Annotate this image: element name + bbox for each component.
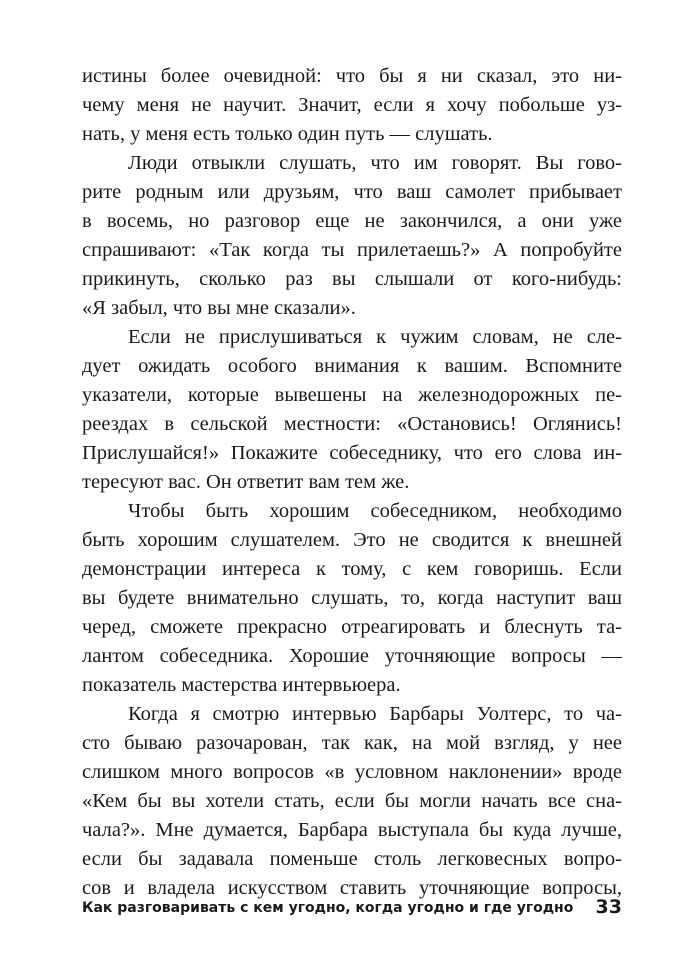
text-line: черед, сможете прекрасно отреагировать и блеснуть та- xyxy=(82,616,622,638)
page-footer xyxy=(82,896,622,926)
text-line: быть хорошим слушателем. Это не сводится к внешней xyxy=(82,529,622,551)
text-line: тересуют вас. Он ответит вам тем же. xyxy=(82,471,410,493)
text-line: реездах в сельской местности: «Остановись! Оглянись! xyxy=(82,413,622,435)
text-line: чему меня не научит. Значит, если я хочу побольше уз- xyxy=(82,94,622,116)
text-line: слишком много вопросов «в условном наклонении» вроде xyxy=(82,761,622,783)
running-footer-title: Как разговаривать с кем угодно, когда угодно и где угодно xyxy=(82,900,574,916)
text-line: «Кем бы вы хотели стать, если бы могли начать все сна- xyxy=(82,790,622,812)
paragraph-start-line: Когда я смотрю интервью Барбары Уолтерс, то ча- xyxy=(128,703,622,725)
text-line: вы будете внимательно слушать, то, когда наступит ваш xyxy=(82,587,622,609)
text-line: сов и владела искусством ставить уточняющие вопросы, xyxy=(82,877,622,899)
text-line: истины более очевидной: что бы я ни сказал, это ни- xyxy=(82,65,622,87)
text-line: лантом собеседника. Хорошие уточняющие вопросы — xyxy=(82,645,622,667)
text-line: если бы задавала поменьше столь легковесных вопро- xyxy=(82,848,622,870)
text-line: Прислушайся!» Покажите собеседнику, что его слова ин- xyxy=(82,442,622,464)
text-line: в восемь, но разговор еще не закончился, а они уже xyxy=(82,210,622,232)
text-line: прикинуть, сколько раз вы слышали от кого-нибудь: xyxy=(82,268,622,290)
text-line: дует ожидать особого внимания к вашим. Вспомните xyxy=(82,355,622,377)
text-line: нать, у меня есть только один путь — слушать. xyxy=(82,123,493,145)
paragraph-start-line: Если не прислушиваться к чужим словам, не сле- xyxy=(128,326,622,348)
paragraph-start-line: Чтобы быть хорошим собеседником, необходимо xyxy=(128,500,622,522)
text-line: рите родным или друзьям, что ваш самолет прибывает xyxy=(82,181,622,203)
text-line: сто бываю разочарован, так как, на мой взгляд, у нее xyxy=(82,732,622,754)
text-line: спрашивают: «Так когда ты прилетаешь?» А попробуйте xyxy=(82,239,622,261)
text-line: «Я забыл, что вы мне сказали». xyxy=(82,297,356,319)
text-line: демонстрации интереса к тому, с кем говоришь. Если xyxy=(82,558,622,580)
paragraph-start-line: Люди отвыкли слушать, что им говорят. Вы гово- xyxy=(128,152,622,174)
page-number: 33 xyxy=(595,896,622,918)
body-text xyxy=(82,62,622,903)
text-line: указатели, которые вывешены на железнодорожных пе- xyxy=(82,384,622,406)
text-line: чала?». Мне думается, Барбара выступала бы куда лучше, xyxy=(82,819,622,841)
text-line: показатель мастерства интервьюера. xyxy=(82,674,401,696)
